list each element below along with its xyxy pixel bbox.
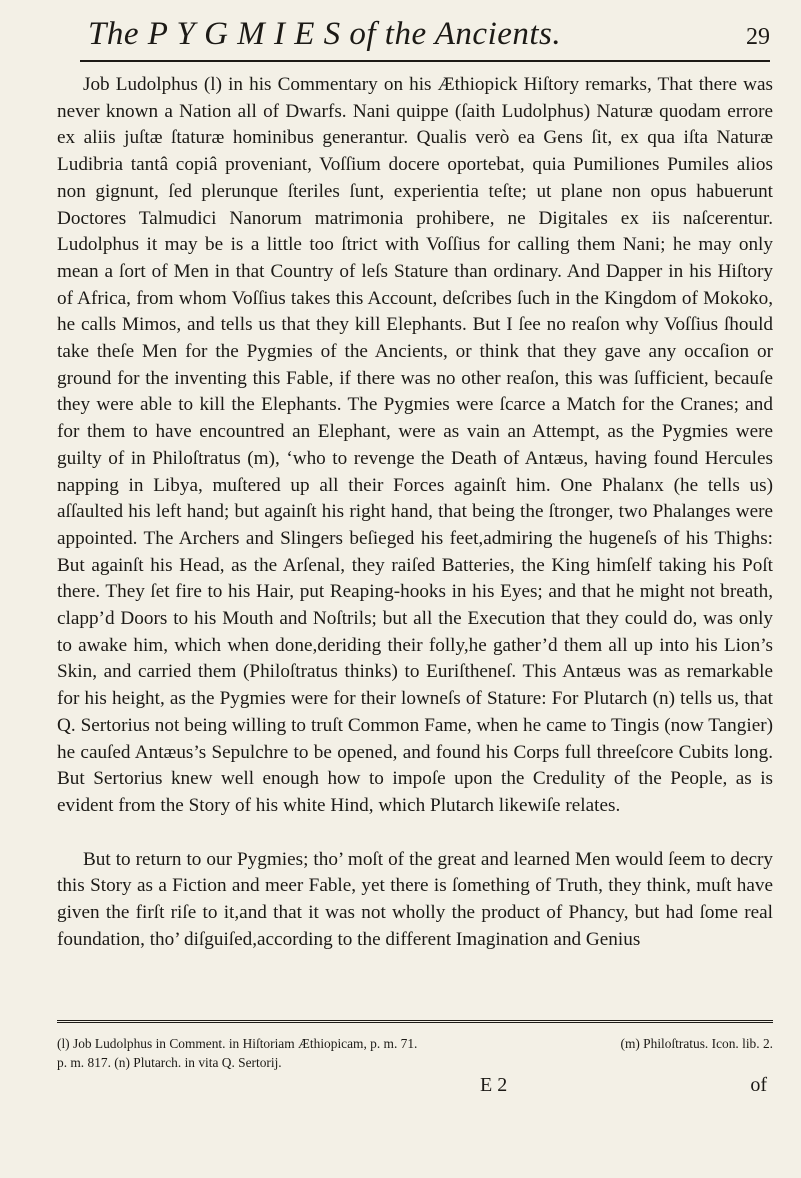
running-title: The P Y G M I E S of the Ancients. <box>88 16 562 52</box>
paragraph: Job Ludolphus (l) in his Commentary on his Æthiopick Hiſtory remarks, That there was never known a Nation all of Dwarfs. Nani quippe (ſaith Ludolphus) Naturæ quodam errore ex aliis juſtæ ſtaturæ hominibus generantur. Qualis verò ea Gens ſit, ex qua iſta Naturæ Ludibria tantâ copiâ proveniant, Voſſium docere oportebat, quia Pumiliones Pumiles alios non gignunt, ſed plerunque ſteriles ſunt, experientia teſte; ut plane non opus habuerunt Doctores Talmudici Nanorum matrimonia prohibere, ne Digitales ex iis naſcerentur. Ludolphus it may be is a little too ſtrict with Voſſius for calling them Nani; he may only mean a ſort of Men in that Country of leſs Stature than ordinary. And Dapper in his Hiſtory of Africa, from whom Voſſius takes this Account, deſcribes ſuch in the Kingdom of Mokoko, he calls Mimos, and tells us that they kill Elephants. But I ſee no reaſon why Voſſius ſhould take theſe Men for the Pygmies of the Ancients, or think that they gave any occaſion or ground for the inventing this Fable, if there was no other reaſon, this was ſufficient, becauſe they were able to kill the Elephants. The Pygmies were ſcarce a Match for the Cranes; and for them to have encountred an Elephant, were as vain an Attempt, as the Pygmies were guilty of in Philoſtratus (m), ‘who to revenge the Death of Antæus, having found Hercules napping in Libya, muſtered up all their Forces againſt him. One Phalanx (he tells us) aſſaulted his left hand; but againſt his right hand, that being the ſtronger, two Phalanges were appointed. The Archers and Slingers beſieged his feet,admiring the hugeneſs of his Thighs: But againſt his Head, as the Arſenal, they raiſed Batteries, the King himſelf taking his Poſt there. They ſet fire to his Hair, put Reaping-hooks in his Eyes; and that he might not breath, clapp’d Doors to his Mouth and Noſtrils; but all the Execution that they could do, was only to awake him, which when done,deriding their folly,he gather’d them all up into his Lion’s Skin, and carried them (Philoſtratus thinks) to Euriſtheneſ. This Antæus was as remarkable for his height, as the Pygmies were for their lowneſs of Stature: For Plutarch (n) tells us, that Q. Sertorius not being willing to truſt Common Fame, when he came to Tingis (now Tangier) he cauſed Antæus’s Sepulchre to be opened, and found his Corps full threeſcore Cubits long. But Sertorius knew well enough how to impoſe upon the Credulity of the People, as is evident from the Story of his white Hind, which Plutarch likewiſe relates. <box>57 74 773 816</box>
signature-mark: E 2 <box>480 1074 508 1096</box>
footnote-rule <box>57 1020 773 1023</box>
footnote-l: (l) Job Ludolphus in Comment. in Hiſtoriam Æthiopicam, p. m. 71. <box>57 1036 418 1051</box>
footnote-row <box>57 1053 773 1072</box>
paragraph: But to return to our Pygmies; tho’ moſt of the great and learned Men would ſeem to decry this Story as a Fiction and meer Fable, yet there is ſomething of Truth, they think, muſt have given the firſt riſe to it,and that it was not wholly the product of Phancy, but had ſome real foundation, tho’ diſguiſed,according to the different Imagination and Genius <box>57 848 773 950</box>
main-text <box>57 72 773 954</box>
footnote-n: (n) Plutarch. in vita Q. Sertorij. <box>114 1055 282 1070</box>
footnote-l-continued: p. m. 817. <box>57 1055 111 1070</box>
page-number: 29 <box>746 24 770 50</box>
footnotes <box>57 1034 773 1072</box>
catchword: of <box>750 1074 767 1096</box>
running-header <box>80 14 770 62</box>
footnote-row <box>57 1034 773 1053</box>
footnote-m: (m) Philoſtratus. Icon. lib. 2. <box>620 1036 773 1051</box>
